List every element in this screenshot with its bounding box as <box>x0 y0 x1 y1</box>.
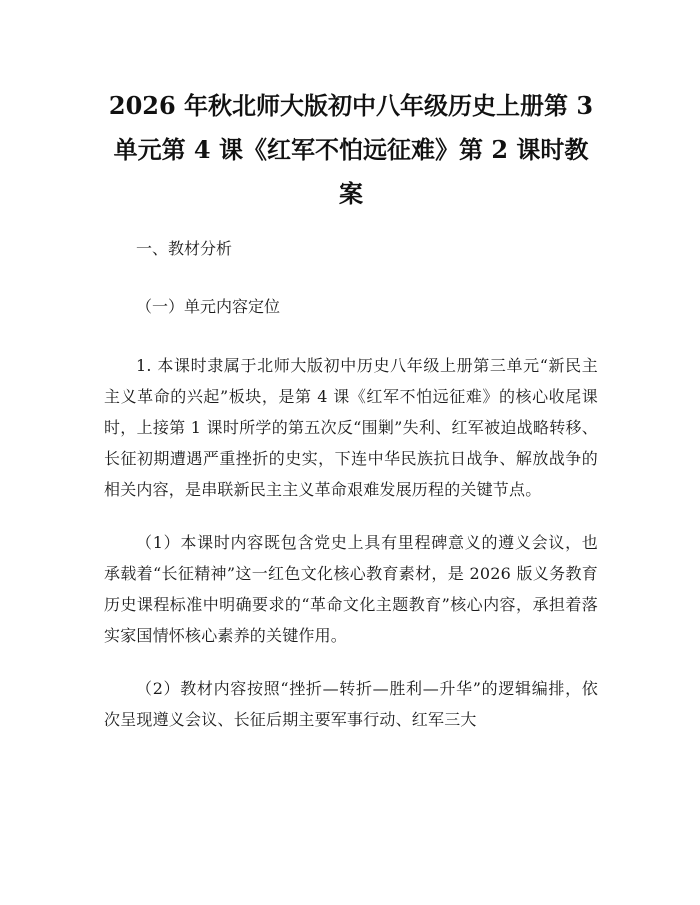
body-paragraph-2: （1）本课时内容既包含党史上具有里程碑意义的遵义会议，也承载着“长征精神”这一红色文化核心教育素材，是 2026 版义务教育历史课程标准中明确要求的“革命文化主题教育”核心内容，承担着落实家国情怀核心素养的关键作用。 <box>104 533 598 645</box>
subsection-heading: （一）单元内容定位 <box>136 297 281 316</box>
title-line-2: 单元第 4 课《红军不怕远征难》第 2 课时教 <box>113 135 589 164</box>
title-line-3: 案 <box>339 179 363 208</box>
body-paragraph-3: （2）教材内容按照“挫折—转折—胜利—升华”的逻辑编排，依次呈现遵义会议、长征后期主要军事行动、红军三大 <box>104 679 598 729</box>
document-title <box>104 84 598 216</box>
section-heading: 一、教材分析 <box>136 239 233 258</box>
title-line-1: 2026 年秋北师大版初中八年级历史上册第 3 <box>108 91 594 120</box>
body-paragraph-1: 1. 本课时隶属于北师大版初中历史八年级上册第三单元“新民主主义革命的兴起”板块，是第 4 课《红军不怕远征难》的核心收尾课时，上接第 1 课时所学的第五次反“围剿”失利、红军被迫战略转移、长征初期遭遇严重挫折的史实，下连中华民族抗日战争、解放战争的相关内容，是串联新民主主义革命艰难发展历程的关键节点。 <box>104 356 598 499</box>
